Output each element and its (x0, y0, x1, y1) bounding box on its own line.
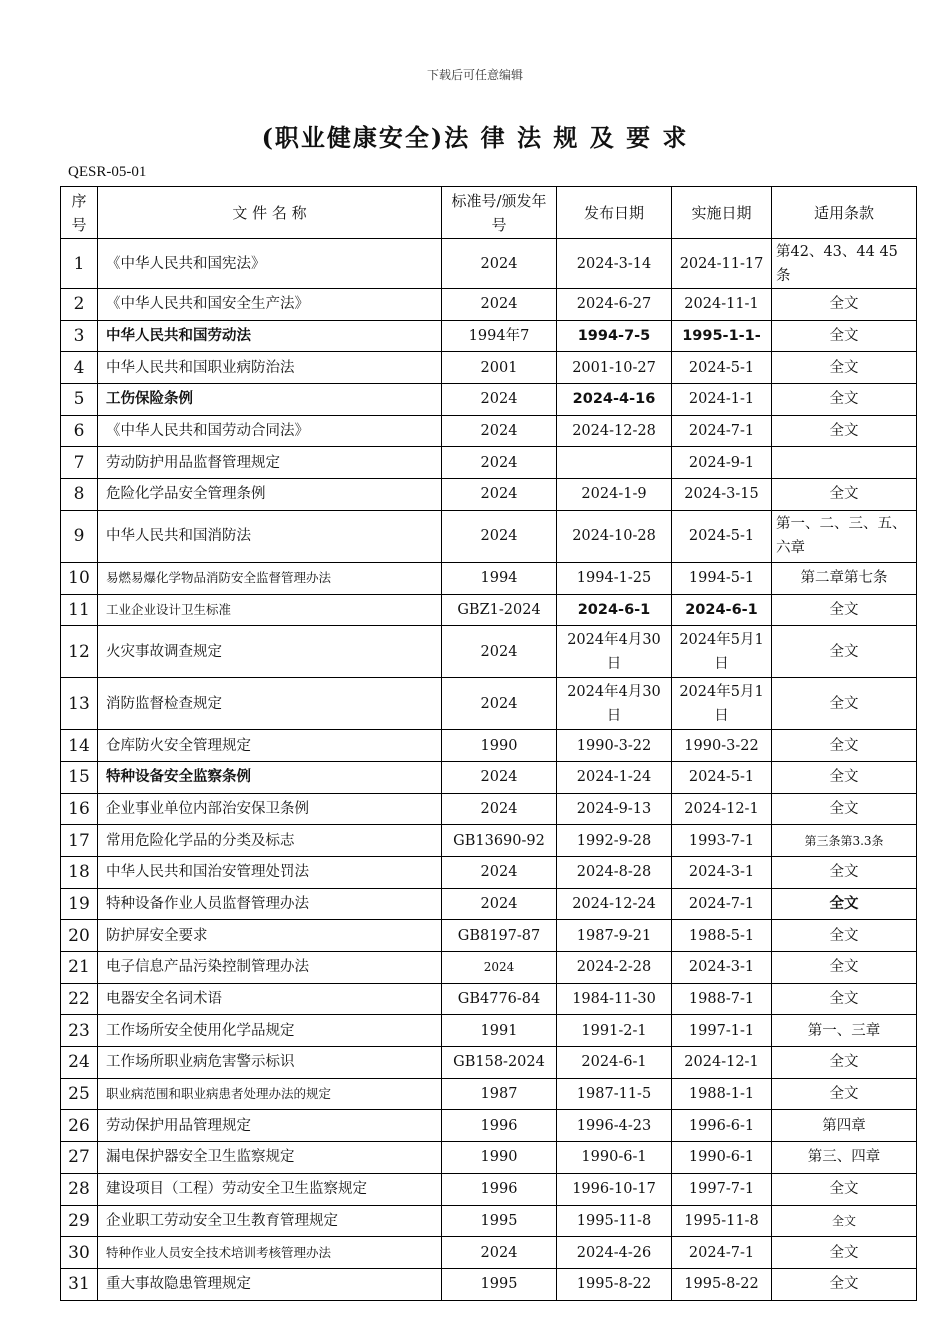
table-row (61, 1268, 917, 1300)
row-clauses: 全文 (772, 952, 917, 984)
row-standard: 2024 (442, 761, 557, 793)
row-clauses: 全文 (772, 1047, 917, 1079)
table-row (61, 447, 917, 479)
row-clauses: 第三条第3.3条 (772, 825, 917, 857)
row-index: 1 (61, 239, 98, 289)
row-effective-date: 2024-12-1 (672, 1047, 772, 1079)
row-publish-date: 1990-3-22 (557, 730, 672, 762)
row-effective-date: 1993-7-1 (672, 825, 772, 857)
row-publish-date: 2024-6-27 (557, 289, 672, 321)
row-effective-date: 1997-1-1 (672, 1015, 772, 1047)
row-effective-date: 2024-5-1 (672, 761, 772, 793)
header-effective-date: 实施日期 (672, 187, 772, 239)
row-name: 工作场所职业病危害警示标识 (98, 1047, 442, 1079)
row-standard: 1996 (442, 1110, 557, 1142)
header-name: 文 件 名 称 (98, 187, 442, 239)
row-standard: GB13690-92 (442, 825, 557, 857)
row-effective-date: 1995-11-8 (672, 1205, 772, 1237)
row-index: 18 (61, 856, 98, 888)
table-row (61, 761, 917, 793)
row-effective-date: 2024-7-1 (672, 1237, 772, 1269)
row-standard: 1996 (442, 1173, 557, 1205)
row-index: 24 (61, 1047, 98, 1079)
row-effective-date: 1995-1-1- (672, 320, 772, 352)
row-standard: 1990 (442, 1142, 557, 1174)
row-clauses: 全文 (772, 761, 917, 793)
row-effective-date: 2024-1-1 (672, 384, 772, 416)
row-clauses: 全文 (772, 1078, 917, 1110)
row-name: 消防监督检查规定 (98, 678, 442, 730)
row-name: 仓库防火安全管理规定 (98, 730, 442, 762)
table-row (61, 239, 917, 289)
table-row (61, 1237, 917, 1269)
row-index: 17 (61, 825, 98, 857)
row-clauses: 全文 (772, 415, 917, 447)
row-index: 10 (61, 562, 98, 594)
row-name: 特种设备作业人员监督管理办法 (98, 888, 442, 920)
table-row (61, 289, 917, 321)
row-standard: GB4776-84 (442, 983, 557, 1015)
header-publish-date: 发布日期 (557, 187, 672, 239)
row-clauses: 全文 (772, 626, 917, 678)
row-index: 30 (61, 1237, 98, 1269)
row-publish-date (557, 447, 672, 479)
row-effective-date: 1988-5-1 (672, 920, 772, 952)
row-publish-date: 2024年4月30日 (557, 626, 672, 678)
row-name: 劳动保护用品管理规定 (98, 1110, 442, 1142)
row-name: 特种作业人员安全技术培训考核管理办法 (98, 1237, 442, 1269)
row-standard: 2024 (442, 678, 557, 730)
table-row (61, 856, 917, 888)
table-row (61, 415, 917, 447)
row-effective-date: 1990-3-22 (672, 730, 772, 762)
row-publish-date: 2024年4月30日 (557, 678, 672, 730)
table-row (61, 730, 917, 762)
row-name: 劳动防护用品监督管理规定 (98, 447, 442, 479)
table-row (61, 384, 917, 416)
laws-table (60, 186, 917, 1301)
row-index: 19 (61, 888, 98, 920)
table-row (61, 1110, 917, 1142)
row-standard: 2024 (442, 289, 557, 321)
row-publish-date: 2024-10-28 (557, 510, 672, 562)
row-clauses: 全文 (772, 1173, 917, 1205)
table-row (61, 479, 917, 511)
row-name: 中华人民共和国职业病防治法 (98, 352, 442, 384)
row-clauses: 全文 (772, 1268, 917, 1300)
row-clauses: 全文 (772, 594, 917, 626)
row-publish-date: 1995-11-8 (557, 1205, 672, 1237)
table-row (61, 952, 917, 984)
row-name: 中华人民共和国消防法 (98, 510, 442, 562)
row-name: 特种设备安全监察条例 (98, 761, 442, 793)
row-index: 4 (61, 352, 98, 384)
row-index: 31 (61, 1268, 98, 1300)
row-name: 职业病范围和职业病患者处理办法的规定 (98, 1078, 442, 1110)
row-index: 5 (61, 384, 98, 416)
row-publish-date: 2024-4-16 (557, 384, 672, 416)
row-index: 21 (61, 952, 98, 984)
row-standard: 1994年7 (442, 320, 557, 352)
document-title: (职业健康安全)法 律 法 规 及 要 求 (261, 123, 689, 152)
table-row (61, 562, 917, 594)
row-name: 工业企业设计卫生标准 (98, 594, 442, 626)
row-index: 16 (61, 793, 98, 825)
row-effective-date: 1995-8-22 (672, 1268, 772, 1300)
row-index: 12 (61, 626, 98, 678)
row-effective-date: 2024-5-1 (672, 510, 772, 562)
row-clauses: 全文 (772, 888, 917, 920)
row-standard: 2001 (442, 352, 557, 384)
table-row (61, 1173, 917, 1205)
row-effective-date: 2024-3-15 (672, 479, 772, 511)
row-name: 火灾事故调查规定 (98, 626, 442, 678)
row-publish-date: 1987-9-21 (557, 920, 672, 952)
row-effective-date: 1990-6-1 (672, 1142, 772, 1174)
row-publish-date: 1996-10-17 (557, 1173, 672, 1205)
row-name: 中华人民共和国劳动法 (98, 320, 442, 352)
row-publish-date: 1994-1-25 (557, 562, 672, 594)
row-effective-date: 2024-6-1 (672, 594, 772, 626)
row-name: 电器安全名词术语 (98, 983, 442, 1015)
row-publish-date: 2024-8-28 (557, 856, 672, 888)
row-effective-date: 1994-5-1 (672, 562, 772, 594)
row-clauses: 第三、四章 (772, 1142, 917, 1174)
row-standard: 2024 (442, 239, 557, 289)
row-clauses: 全文 (772, 289, 917, 321)
row-standard: GBZ1-2024 (442, 594, 557, 626)
row-index: 8 (61, 479, 98, 511)
row-effective-date: 2024年5月1日 (672, 678, 772, 730)
row-publish-date: 2024-4-26 (557, 1237, 672, 1269)
row-effective-date: 2024-3-1 (672, 856, 772, 888)
row-standard: 2024 (442, 384, 557, 416)
row-name: 常用危险化学品的分类及标志 (98, 825, 442, 857)
row-clauses: 全文 (772, 384, 917, 416)
row-publish-date: 2024-12-28 (557, 415, 672, 447)
row-clauses: 第一、三章 (772, 1015, 917, 1047)
row-publish-date: 1991-2-1 (557, 1015, 672, 1047)
row-standard: 2024 (442, 793, 557, 825)
header-standard: 标准号/颁发年号 (442, 187, 557, 239)
table-row (61, 320, 917, 352)
row-name: 《中华人民共和国宪法》 (98, 239, 442, 289)
row-clauses: 全文 (772, 678, 917, 730)
row-effective-date: 1996-6-1 (672, 1110, 772, 1142)
row-name: 重大事故隐患管理规定 (98, 1268, 442, 1300)
table-row (61, 983, 917, 1015)
table-row (61, 1205, 917, 1237)
row-index: 27 (61, 1142, 98, 1174)
row-effective-date: 2024-3-1 (672, 952, 772, 984)
row-clauses (772, 447, 917, 479)
row-clauses: 第一、二、三、五、六章 (772, 510, 917, 562)
row-publish-date: 1994-7-5 (557, 320, 672, 352)
row-index: 9 (61, 510, 98, 562)
row-standard: 2024 (442, 415, 557, 447)
row-name: 建设项目（工程）劳动安全卫生监察规定 (98, 1173, 442, 1205)
row-index: 20 (61, 920, 98, 952)
row-index: 26 (61, 1110, 98, 1142)
table-row (61, 1047, 917, 1079)
row-index: 15 (61, 761, 98, 793)
row-effective-date: 2024-7-1 (672, 415, 772, 447)
row-publish-date: 2024-6-1 (557, 594, 672, 626)
row-clauses: 全文 (772, 793, 917, 825)
row-effective-date: 2024-11-1 (672, 289, 772, 321)
row-standard: 1995 (442, 1205, 557, 1237)
row-clauses: 全文 (772, 352, 917, 384)
row-standard: GB158-2024 (442, 1047, 557, 1079)
row-publish-date: 1995-8-22 (557, 1268, 672, 1300)
row-standard: 2024 (442, 479, 557, 511)
row-index: 3 (61, 320, 98, 352)
row-publish-date: 2024-12-24 (557, 888, 672, 920)
row-standard: 1995 (442, 1268, 557, 1300)
row-effective-date: 2024年5月1日 (672, 626, 772, 678)
row-publish-date: 1984-11-30 (557, 983, 672, 1015)
row-standard: 1990 (442, 730, 557, 762)
page-watermark: 下载后可任意编辑 (426, 68, 523, 82)
row-publish-date: 2024-2-28 (557, 952, 672, 984)
row-name: 《中华人民共和国劳动合同法》 (98, 415, 442, 447)
row-index: 22 (61, 983, 98, 1015)
row-name: 电子信息产品污染控制管理办法 (98, 952, 442, 984)
row-effective-date: 2024-7-1 (672, 888, 772, 920)
row-index: 7 (61, 447, 98, 479)
row-effective-date: 1988-1-1 (672, 1078, 772, 1110)
row-clauses: 第42、43、44 45条 (772, 239, 917, 289)
row-clauses: 全文 (772, 1237, 917, 1269)
row-standard: 2024 (442, 1237, 557, 1269)
row-standard: 2024 (442, 856, 557, 888)
table-row (61, 352, 917, 384)
table-row (61, 920, 917, 952)
table-row (61, 888, 917, 920)
row-publish-date: 1987-11-5 (557, 1078, 672, 1110)
row-effective-date: 1988-7-1 (672, 983, 772, 1015)
row-clauses: 全文 (772, 320, 917, 352)
row-publish-date: 2024-1-9 (557, 479, 672, 511)
table-row (61, 510, 917, 562)
row-index: 6 (61, 415, 98, 447)
row-clauses: 全文 (772, 479, 917, 511)
table-row (61, 678, 917, 730)
row-effective-date: 1997-7-1 (672, 1173, 772, 1205)
row-standard: 2024 (442, 510, 557, 562)
header-clauses: 适用条款 (772, 187, 917, 239)
table-header-row (61, 187, 917, 239)
row-effective-date: 2024-9-1 (672, 447, 772, 479)
row-publish-date: 2024-9-13 (557, 793, 672, 825)
row-name: 企业职工劳动安全卫生教育管理规定 (98, 1205, 442, 1237)
row-index: 13 (61, 678, 98, 730)
row-index: 14 (61, 730, 98, 762)
row-clauses: 全文 (772, 856, 917, 888)
document-number: QESR-05-01 (68, 164, 147, 180)
row-publish-date: 1990-6-1 (557, 1142, 672, 1174)
row-name: 工作场所安全使用化学品规定 (98, 1015, 442, 1047)
row-index: 29 (61, 1205, 98, 1237)
row-standard: 2024 (442, 626, 557, 678)
row-clauses: 全文 (772, 983, 917, 1015)
row-index: 11 (61, 594, 98, 626)
row-publish-date: 2024-3-14 (557, 239, 672, 289)
row-index: 25 (61, 1078, 98, 1110)
row-standard: 1994 (442, 562, 557, 594)
row-name: 漏电保护器安全卫生监察规定 (98, 1142, 442, 1174)
table-row (61, 825, 917, 857)
table-row (61, 1015, 917, 1047)
table-row (61, 626, 917, 678)
table-body (61, 239, 917, 1301)
row-name: 防护屏安全要求 (98, 920, 442, 952)
table-row (61, 1142, 917, 1174)
row-name: 工伤保险条例 (98, 384, 442, 416)
row-index: 28 (61, 1173, 98, 1205)
row-standard: 2024 (442, 888, 557, 920)
table-row (61, 594, 917, 626)
row-effective-date: 2024-5-1 (672, 352, 772, 384)
row-publish-date: 2001-10-27 (557, 352, 672, 384)
row-standard: 2024 (442, 447, 557, 479)
row-name: 危险化学品安全管理条例 (98, 479, 442, 511)
row-name: 《中华人民共和国安全生产法》 (98, 289, 442, 321)
row-publish-date: 1996-4-23 (557, 1110, 672, 1142)
row-publish-date: 2024-1-24 (557, 761, 672, 793)
row-name: 易燃易爆化学物品消防安全监督管理办法 (98, 562, 442, 594)
row-clauses: 第二章第七条 (772, 562, 917, 594)
table-row (61, 1078, 917, 1110)
row-clauses: 全文 (772, 920, 917, 952)
row-standard: 1987 (442, 1078, 557, 1110)
row-clauses: 第四章 (772, 1110, 917, 1142)
header-index: 序号 (61, 187, 98, 239)
row-clauses: 全文 (772, 730, 917, 762)
row-effective-date: 2024-12-1 (672, 793, 772, 825)
row-standard: 2024 (442, 952, 557, 984)
table-row (61, 793, 917, 825)
row-standard: 1991 (442, 1015, 557, 1047)
row-name: 企业事业单位内部治安保卫条例 (98, 793, 442, 825)
row-clauses: 全文 (772, 1205, 917, 1237)
row-name: 中华人民共和国治安管理处罚法 (98, 856, 442, 888)
row-publish-date: 1992-9-28 (557, 825, 672, 857)
row-standard: GB8197-87 (442, 920, 557, 952)
row-index: 23 (61, 1015, 98, 1047)
row-publish-date: 2024-6-1 (557, 1047, 672, 1079)
row-index: 2 (61, 289, 98, 321)
row-effective-date: 2024-11-17 (672, 239, 772, 289)
